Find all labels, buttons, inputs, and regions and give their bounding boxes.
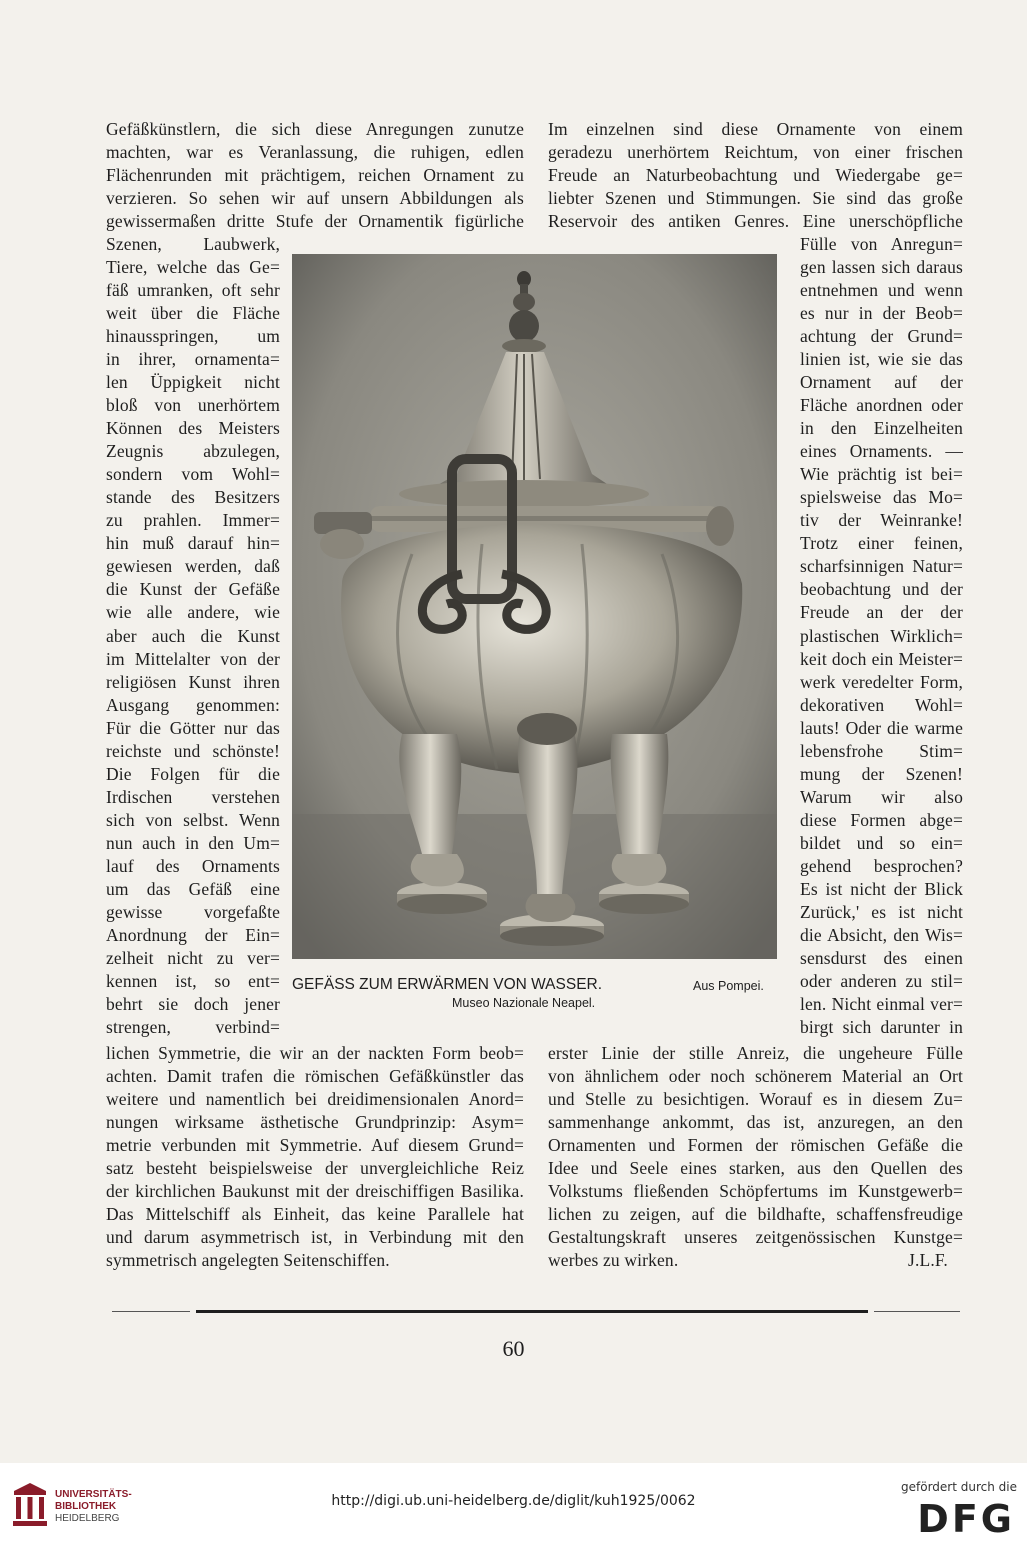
author-signature: J.L.F. xyxy=(908,1250,948,1270)
text-line: tiv der Weinranke! xyxy=(800,510,963,531)
text-line: weit über die Fläche xyxy=(106,303,280,324)
text-line: Flächenrunden mit prächtigem, reichen Ornament zu xyxy=(106,165,524,186)
text-line: Volkstums fließenden Schöpfertums im Kunstgewerb= xyxy=(548,1181,963,1202)
text-line: len. Nicht einmal ver= xyxy=(800,993,963,1014)
footer-rule-left xyxy=(112,1311,190,1312)
text-line: Szenen, Laubwerk, xyxy=(106,234,280,254)
text-line: gewiesen werden, daß xyxy=(106,556,280,577)
vessel-photograph xyxy=(292,254,777,959)
footer-rule-right xyxy=(874,1311,960,1312)
text-line: verzieren. So sehen wir auf unsern Abbildungen als xyxy=(106,188,524,209)
text-line: achtung der Grund= xyxy=(800,326,963,347)
text-line: von ähnlichem oder noch schönerem Material an Ort xyxy=(548,1066,963,1087)
text-line: hinausspringen, um xyxy=(106,326,280,347)
text-line: gewissermaßen dritte Stufe der Ornamentik figürliche xyxy=(106,211,524,232)
text-line: lichen zu zeigen, auf die bildhafte, schaffensfreudige xyxy=(548,1204,963,1225)
text-line: gehend besprochen? xyxy=(800,855,963,876)
text-line: behrt sie doch jener xyxy=(106,993,280,1014)
text-line: lichen Symmetrie, die wir an der nackten Form beob= xyxy=(106,1043,524,1063)
text-line: Warum wir also xyxy=(800,786,963,807)
text-line: Fülle von Anregun= xyxy=(800,234,963,254)
text-line: achten. Damit trafen die römischen Gefäßkünstler das xyxy=(106,1066,524,1087)
text-line: mung der Szenen! xyxy=(800,763,963,784)
text-line: Idee und Seele eines starken, aus den Quellen des xyxy=(548,1158,963,1179)
dfg-logo: DFG xyxy=(917,1497,1015,1541)
text-line: metrie verbunden mit Symmetrie. Auf diesem Grund= xyxy=(106,1135,524,1156)
text-line: Fläche anordnen oder xyxy=(800,395,963,416)
text-line: wie alle andere, wie xyxy=(106,602,280,623)
text-line: nun auch in den Um= xyxy=(106,832,280,853)
text-line: Freude an Naturbeobachtung und Wiedergabe ge= xyxy=(548,165,963,186)
text-line: Ausgang genommen: xyxy=(106,694,280,715)
text-line: Wie prächtig ist bei= xyxy=(800,464,963,485)
text-line: bildet und so ein= xyxy=(800,832,963,853)
text-line: Trotz einer feinen, xyxy=(800,533,963,554)
text-line: weitere und namentlich bei dreidimensionalen Anord= xyxy=(106,1089,524,1110)
library-name-line3: HEIDELBERG xyxy=(55,1513,120,1524)
text-line: entnehmen und wenn xyxy=(800,280,963,301)
text-line: zu prahlen. Immer= xyxy=(106,510,280,531)
text-line: um das Gefäß eine xyxy=(106,878,280,899)
text-line: keit doch ein Meister= xyxy=(800,648,963,669)
text-line: scharfsinnigen Natur= xyxy=(800,556,963,577)
text-line: liebter Szenen und Stimmungen. Sie sind das große xyxy=(548,188,963,209)
text-line: gewisse vorgefaßte xyxy=(106,901,280,922)
text-line: der kirchlichen Baukunst mit der dreischiffigen Basilika. xyxy=(106,1181,524,1202)
text-line: sammenhange ankommt, das ist, anzuregen, an den xyxy=(548,1112,963,1133)
library-name-line1: UNIVERSITÄTS- xyxy=(55,1489,132,1500)
funding-note: gefördert durch die xyxy=(901,1480,1017,1494)
text-line: Reservoir des antiken Genres. Eine unerschöpfliche xyxy=(548,211,963,232)
text-line: nungen wirksame ästhetische Grundprinzip: Asym= xyxy=(106,1112,524,1133)
text-line: Im einzelnen sind diese Ornamente von einem xyxy=(548,119,963,139)
text-line: stande des Besitzers xyxy=(106,487,280,508)
text-line: spielsweise das Mo= xyxy=(800,487,963,508)
vessel-illustration xyxy=(292,254,777,959)
text-line: und Stelle zu besichtigen. Worauf es in diesem Zu= xyxy=(548,1089,963,1110)
text-line: hin muß darauf hin= xyxy=(106,533,280,554)
text-line: len Üppigkeit nicht xyxy=(106,372,280,393)
text-line: satz besteht beispielsweise der unvergleichliche Reiz xyxy=(106,1158,524,1179)
figure-caption-origin: Aus Pompei. xyxy=(693,979,764,993)
text-line: in den Einzelheiten xyxy=(800,418,963,439)
text-line: birgt sich darunter in xyxy=(800,1017,963,1038)
text-line: reichste und schönste! xyxy=(106,740,280,761)
source-url-link[interactable]: http://digi.ub.uni-heidelberg.de/diglit/kuh1925/0062 xyxy=(331,1493,696,1509)
text-line: aber auch die Kunst xyxy=(106,625,280,646)
text-line: Gestaltungskraft unseres zeitgenössischen Kunstge= xyxy=(548,1227,963,1248)
library-name-line2: BIBLIOTHEK xyxy=(55,1501,117,1512)
text-line: Gefäßkünstlern, die sich diese Anregungen zunutze xyxy=(106,119,524,139)
text-line: kennen ist, so ent= xyxy=(106,970,280,991)
text-line: es nur in der Beob= xyxy=(800,303,963,324)
text-line: lebensfrohe Stim= xyxy=(800,740,963,761)
figure-caption-title: GEFÄSS ZUM ERWÄRMEN VON WASSER. xyxy=(292,976,603,993)
text-line: sondern vom Wohl= xyxy=(106,464,280,485)
text-line: Zurück,' es ist nicht xyxy=(800,901,963,922)
text-line: die Absicht, den Wis= xyxy=(800,924,963,945)
text-line: lauts! Oder die warme xyxy=(800,717,963,738)
text-line: die Kunst der Gefäße xyxy=(106,579,280,600)
text-line: plastischen Wirklich= xyxy=(800,625,963,646)
text-line: Anordnung der Ein= xyxy=(106,924,280,945)
page-number: 60 xyxy=(502,1336,525,1361)
text-line: dekorativen Wohl= xyxy=(800,694,963,715)
text-line: oder anderen zu stil= xyxy=(800,970,963,991)
text-line: und darum asymmetrisch ist, in Verbindung mit den xyxy=(106,1227,524,1248)
text-line: gen lassen sich daraus xyxy=(800,257,963,278)
text-line: zelheit nicht zu ver= xyxy=(106,947,280,968)
text-line: Irdischen verstehen xyxy=(106,786,280,807)
text-line: diese Formen abge= xyxy=(800,809,963,830)
text-line: religiösen Kunst ihren xyxy=(106,671,280,692)
text-line: eines Ornaments. — xyxy=(800,441,963,462)
text-line: Zeugnis abzulegen, xyxy=(106,441,280,462)
text-line: Freude an der der xyxy=(800,602,963,623)
text-line: fäß umranken, oft sehr xyxy=(106,280,280,301)
text-line: Ornamenten und Formen der römischen Gefäße die xyxy=(548,1135,963,1156)
text-line: in ihrer, ornamenta= xyxy=(106,349,280,370)
footer-rule-main xyxy=(196,1310,868,1313)
text-line: werk veredelter Form, xyxy=(800,671,963,692)
text-line: sensdurst des einen xyxy=(800,947,963,968)
text-line: lauf des Ornaments xyxy=(106,855,280,876)
figure-caption-museum: Museo Nazionale Neapel. xyxy=(452,996,596,1010)
right-last-line: werbes zu wirken. xyxy=(548,1250,679,1270)
text-line: strengen, verbind= xyxy=(106,1017,280,1038)
text-line: bloß von unerhörtem xyxy=(106,395,280,416)
text-line: im Mittelalter von der xyxy=(106,648,280,669)
text-line: machten, war es Veranlassung, die ruhigen, edlen xyxy=(106,142,524,163)
text-line: Für die Götter nur das xyxy=(106,717,280,738)
text-line: Es ist nicht der Blick xyxy=(800,878,963,899)
text-line: geradezu unerhörtem Reichtum, von einer frischen xyxy=(548,142,963,163)
text-line: erster Linie der stille Anreiz, die ungeheure Fülle xyxy=(548,1043,963,1063)
text-line: Können des Meisters xyxy=(106,418,280,439)
text-line: Ornament auf der xyxy=(800,372,963,393)
text-line: sich von selbst. Wenn xyxy=(106,809,280,830)
text-line: Tiere, welche das Ge= xyxy=(106,257,280,278)
text-line: Das Mittelschiff als Einheit, das keine Parallele hat xyxy=(106,1204,524,1225)
left-last-line: symmetrisch angelegten Seitenschiffen. xyxy=(106,1250,390,1270)
text-line: beobachtung und der xyxy=(800,579,963,600)
text-line: linien ist, wie sie das xyxy=(800,349,963,370)
text-line: Die Folgen für die xyxy=(106,763,280,784)
